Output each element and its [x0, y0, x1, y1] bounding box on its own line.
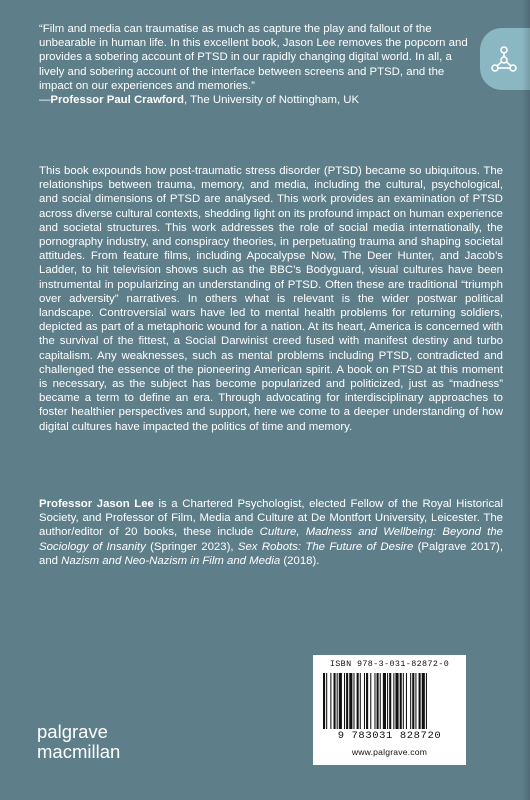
- publisher-website: www.palgrave.com: [351, 747, 428, 757]
- barcode-bar: [334, 673, 336, 729]
- barcode-bar: [406, 673, 407, 729]
- barcode-bar: [370, 673, 371, 729]
- book-description: This book expounds how post-traumatic stress disorder (PTSD) became so ubiquitous. The relationships between trauma, memory, and media, including the cultural, psychological, and social dimensions of PTSD are analysed. This work provides an examination of PTSD across diverse cultural contexts, shedding light on its profound impact on human experience and societal structures. This work addresses the role of social media internationally, the pornography industry, and conspiracy theories, in perpetuating trauma and shaping societal attitudes. From feature films, including Apocalypse Now, The Deer Hunter, and Jacob’s Ladder, to hit television shows such as the BBC’s Bodyguard, visual cultures have been instrumental in popularizing an understanding of PTSD. Often these are traditional “triumph over adversity” narratives. In others what is relevant is the wider postwar political landscape. Controversial wars have led to mental health problems for returning soldiers, depicted as part of a metaphoric wound for a nation. At its heart, America is concerned with the survival of the fittest, a Social Darwinist creed fused with manifest destiny and turbo capitalism. Any weaknesses, such as mental problems including PTSD, contradicted and challenged the essence of the pioneering American spirit. A book on PTSD at this moment is necessary, as the subject has become popularized and politicized, just as “madness” became a term to define an era. Through advocating for interdisciplinary approaches to foster healthier perspectives and support, here we come to a deeper understanding of how digital cultures have impacted the politics of time and memory.: [39, 165, 503, 433]
- barcode-bar: [364, 673, 365, 729]
- barcode-bar: [403, 673, 404, 729]
- barcode-bar: [412, 673, 414, 729]
- barcode-bar: [415, 673, 416, 729]
- logo-line-2: macmillan: [37, 741, 121, 762]
- barcode-bar: [380, 673, 381, 729]
- barcode-bar: [344, 673, 345, 729]
- barcode-bars: [323, 673, 456, 729]
- barcode-bar: [377, 673, 379, 729]
- barcode-digits: 9 783031 828720: [337, 730, 442, 742]
- barcode-bar: [323, 673, 325, 729]
- barcode-bar: [395, 673, 398, 729]
- barcode-bar: [393, 673, 394, 729]
- publisher-logo: [37, 722, 120, 762]
- barcode-bar: [337, 673, 338, 729]
- barcode-bar: [400, 673, 402, 729]
- barcode-bar: [419, 673, 421, 729]
- attribution-affiliation: , The University of Nottingham, UK: [183, 94, 360, 107]
- quote-attribution: —Professor Paul Crawford, The University of Nottingham, UK: [39, 94, 360, 107]
- barcode-bar: [426, 673, 427, 729]
- book-title-1: Culture, Madness and Wellbeing: Beyond the Sociology of Insanity: [39, 526, 504, 553]
- barcode-bar: [346, 673, 348, 729]
- barcode-bar: [410, 673, 411, 729]
- barcode-panel: [313, 655, 466, 765]
- network-icon: [489, 44, 519, 74]
- cover-edge-shadow: [522, 0, 530, 800]
- barcode-bar: [326, 673, 327, 729]
- attribution-name: Professor Paul Crawford: [50, 94, 184, 107]
- quote-text: “Film and media can traumatise as much as capture the play and fallout of the unbearable in human life. In this excellent book, Jason Lee removes the popcorn and provides a sobering account of PTSD in our rapidly changing digital world. In all, a lively and sobering account of the interface between screens and PTSD, and the impact on our experiences and memories.”: [39, 23, 468, 92]
- barcode-bar: [330, 673, 331, 729]
- barcode-bar: [389, 673, 391, 729]
- isbn-label: ISBN 978-3-031-82872-0: [329, 659, 450, 669]
- barcode-bar: [349, 673, 352, 729]
- endorsement-quote: [39, 22, 479, 107]
- barcode-bar: [422, 673, 425, 729]
- barcode-bar: [366, 673, 368, 729]
- barcode-bar: [383, 673, 386, 729]
- barcode-bar: [353, 673, 354, 729]
- barcode-bar: [360, 673, 361, 729]
- logo-line-1: palgrave: [37, 721, 108, 742]
- book-title-2: Sex Robots: The Future of Desire: [237, 540, 414, 553]
- barcode-bar: [357, 673, 359, 729]
- barcode-bar: [387, 673, 388, 729]
- author-bio: Professor Jason Lee is a Chartered Psychologist, elected Fellow of the Royal Historical Society, and Professor of Film, Media and Culture at De Montfort University, Leicester. The author/editor of 20 books, these include Culture, Madness and Wellbeing: Beyond the Sociology of Insanity (Springer 2023), Sex Robots: The Future of Desire (Palgrave 2017), and Nazism and Neo-Nazism in Film and Media (2018).: [39, 498, 504, 567]
- barcode-bar: [374, 673, 375, 729]
- author-name: Professor Jason Lee: [39, 498, 154, 510]
- barcode-bar: [339, 673, 342, 729]
- book-title-3: Nazism and Neo-Nazism in Film and Media: [61, 554, 281, 567]
